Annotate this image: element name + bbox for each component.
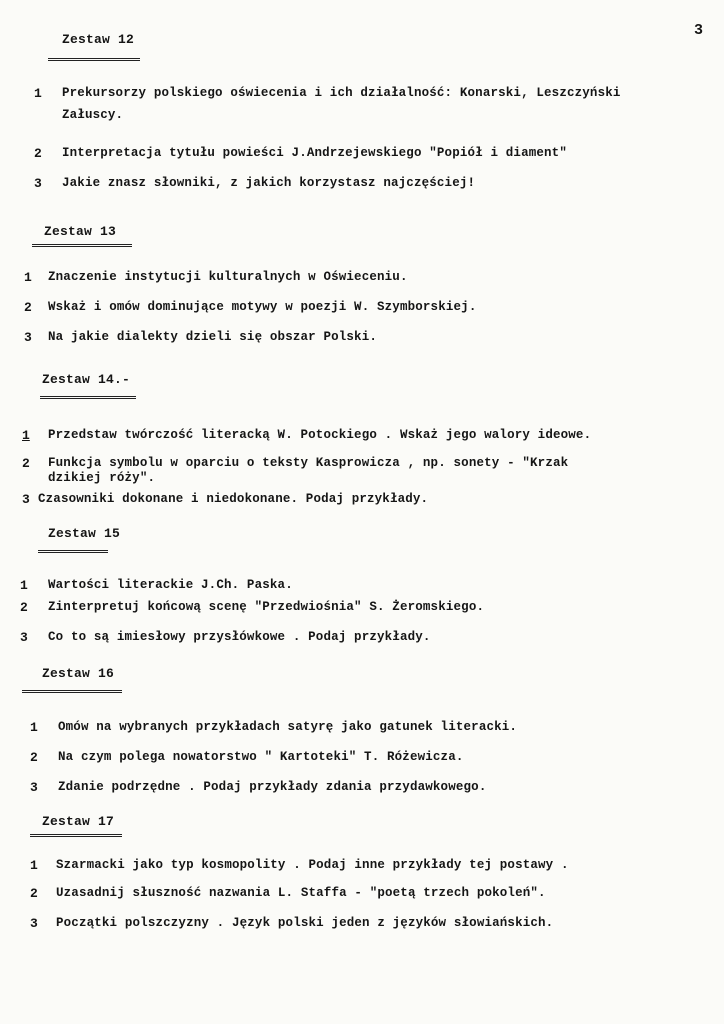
title-underline xyxy=(22,690,122,693)
item-text: Wskaż i omów dominujące motywy w poezji W. Szymborskiej. xyxy=(48,300,477,314)
title-underline xyxy=(40,396,136,399)
item-line-continued: dzikiej róży". xyxy=(48,471,156,485)
item-text: Uzasadnij słuszność nazwania L. Staffa - "poetą trzech pokoleń". xyxy=(56,886,546,900)
item-line-continued: Załuscy. xyxy=(62,108,124,122)
item-number: 1 xyxy=(22,428,30,443)
item-number: 2 xyxy=(24,300,32,315)
item-number: 1 xyxy=(20,578,28,593)
item-text: Na jakie dialekty dzieli się obszar Polski. xyxy=(48,330,378,344)
item-text: Znaczenie instytucji kulturalnych w Oświeceniu. xyxy=(48,270,408,284)
item-number: 1 xyxy=(34,86,42,101)
item-number: 2 xyxy=(30,750,38,765)
item-text: Szarmacki jako typ kosmopolity . Podaj inne przykłady tej postawy . xyxy=(56,858,569,872)
item-number: 1 xyxy=(30,858,38,873)
item-text: Przedstaw twórczość literacką W. Potockiego . Wskaż jego walory ideowe. xyxy=(48,428,592,442)
item-text: Czasowniki dokonane i niedokonane. Podaj przykłady. xyxy=(38,492,429,506)
item-number: 1 xyxy=(30,720,38,735)
item-text: Omów na wybranych przykładach satyrę jako gatunek literacki. xyxy=(58,720,518,734)
set-title: Zestaw 15 xyxy=(48,526,121,541)
item-line: Funkcja symbolu w oparciu o teksty Kasprowicza , np. sonety - "Krzak xyxy=(48,456,569,470)
item-number: 2 xyxy=(34,146,42,161)
item-number: 3 xyxy=(22,492,30,507)
item-number: 2 xyxy=(30,886,38,901)
set-title: Zestaw 16 xyxy=(42,666,115,681)
item-text xyxy=(48,456,568,485)
item-number: 2 xyxy=(22,456,30,471)
item-text: Zdanie podrzędne . Podaj przykłady zdania przydawkowego. xyxy=(58,780,487,794)
item-number: 3 xyxy=(30,780,38,795)
title-underline xyxy=(38,550,108,553)
item-number: 2 xyxy=(20,600,28,615)
set-title: Zestaw 14.- xyxy=(42,372,131,387)
title-underline xyxy=(32,244,132,247)
title-underline xyxy=(30,834,122,837)
set-title: Zestaw 17 xyxy=(42,814,115,829)
set-title: Zestaw 13 xyxy=(44,224,117,239)
item-text: Interpretacja tytułu powieści J.Andrzejewskiego "Popiół i diament" xyxy=(62,146,567,160)
item-number: 3 xyxy=(30,916,38,931)
item-number: 1 xyxy=(24,270,32,285)
item-text: Początki polszczyzny . Język polski jeden z języków słowiańskich. xyxy=(56,916,554,930)
item-text: Na czym polega nowatorstwo " Kartoteki" T. Różewicza. xyxy=(58,750,464,764)
item-number: 3 xyxy=(24,330,32,345)
item-line: Prekursorzy polskiego oświecenia i ich działalność: Konarski, Leszczyński xyxy=(62,86,621,100)
item-number: 3 xyxy=(34,176,42,191)
item-text: Wartości literackie J.Ch. Paska. xyxy=(48,578,293,592)
item-text: Zinterpretuj końcową scenę "Przedwiośnia" S. Żeromskiego. xyxy=(48,600,485,614)
set-title: Zestaw 12 xyxy=(62,32,135,47)
item-text xyxy=(62,86,621,122)
item-number: 3 xyxy=(20,630,28,645)
item-text: Jakie znasz słowniki, z jakich korzystasz najczęściej! xyxy=(62,176,476,190)
page-number: 3 xyxy=(694,22,704,39)
title-underline xyxy=(48,58,140,61)
item-text: Co to są imiesłowy przysłówkowe . Podaj przykłady. xyxy=(48,630,431,644)
